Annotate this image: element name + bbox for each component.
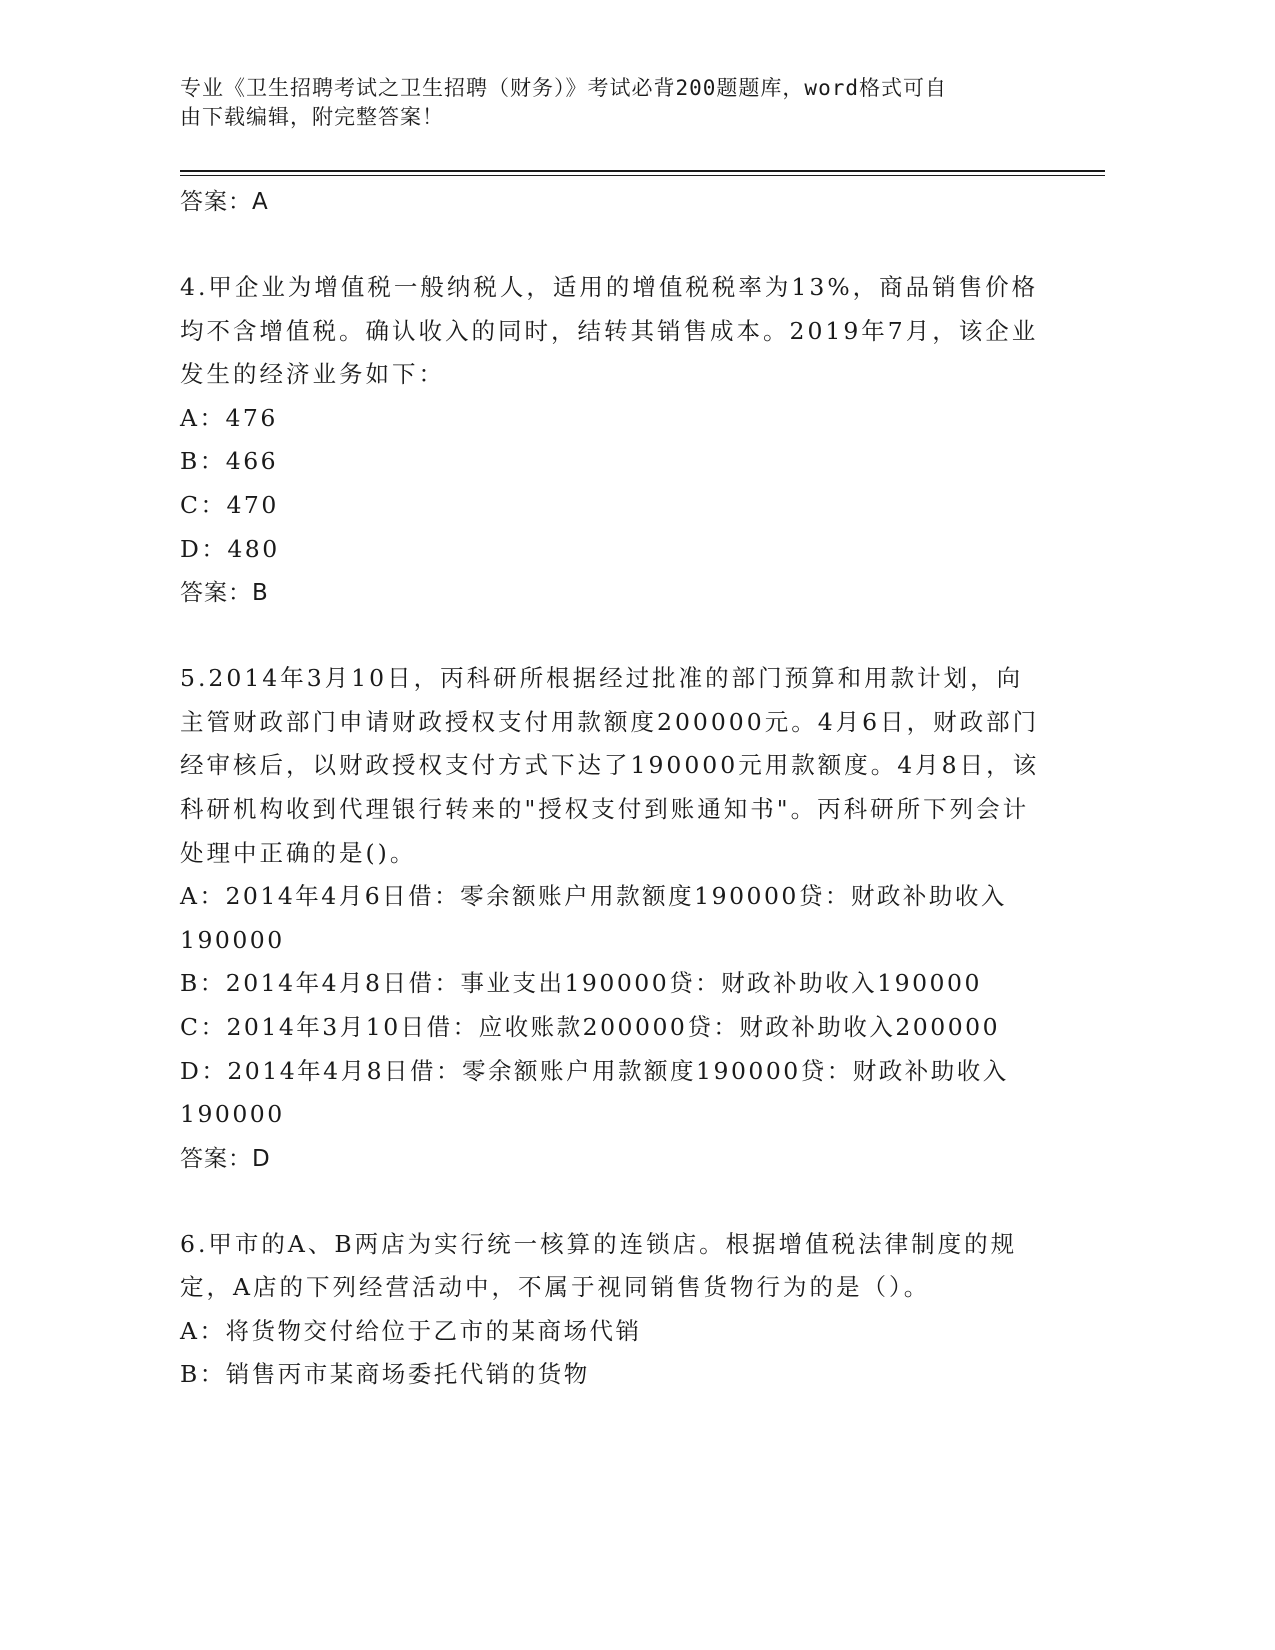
header-divider-thick [180,170,1105,172]
question-5-option-d: D：2014年4月8日借：零余额账户用款额度190000贷：财政补助收入190000 [180,1056,1009,1129]
question-list [180,180,1040,1397]
spacer [180,1181,1040,1223]
header-line-1: 专业《卫生招聘考试之卫生招聘（财务）》考试必背200题题库，word格式可自 [180,76,947,100]
question-5-option-a: A：2014年4月6日借：零余额账户用款额度190000贷：财政补助收入190000 [180,882,1007,954]
question-4-option-a: A：476 [180,403,278,432]
spacer [180,224,1040,266]
question-5 [180,657,1040,1181]
question-6-stem: 6.甲市的A、B两店为实行统一核算的连锁店。根据增值税法律制度的规定，A店的下列经营活动中，不属于视同销售货物行为的是（）。 [180,1229,1018,1302]
header-line-2: 由下载编辑，附完整答案！ [180,105,444,129]
question-5-stem: 5.2014年3月10日，丙科研所根据经过批准的部门预算和用款计划，向主管财政部门申请财政授权支付用款额度200000元。4月6日，财政部门经审核后，以财政授权支付方式下达了190000元用款额度。4月8日，该科研机构收到代理银行转来的"授权支付到账通知书"。丙科研所下列会计处理中正确的是()。 [180,664,1040,867]
question-6-option-a: A：将货物交付给位于乙市的某商场代销 [180,1316,642,1345]
question-5-answer: 答案：D [180,1145,271,1172]
question-6 [180,1223,1040,1397]
question-4 [180,266,1040,615]
spacer [180,615,1040,657]
question-6-option-b: B：销售丙市某商场委托代销的货物 [180,1360,590,1389]
question-5-option-c: C：2014年3月10日借：应收账款200000贷：财政补助收入200000 [180,1012,1001,1041]
answer-prev: 答案：A [180,189,269,215]
question-5-option-b: B：2014年4月8日借：事业支出190000贷：财政补助收入190000 [180,969,982,998]
question-4-option-b: B：466 [180,447,279,476]
header-divider-thin [180,175,1105,176]
page-header [180,74,1030,132]
document-page [180,0,1105,1650]
question-4-option-d: D：480 [180,534,280,563]
question-4-option-c: C：470 [180,490,279,519]
question-4-stem: 4.甲企业为增值税一般纳税人，适用的增值税税率为13%，商品销售价格均不含增值税。确认收入的同时，结转其销售成本。2019年7月，该企业发生的经济业务如下： [180,273,1039,389]
question-4-answer: 答案：B [180,580,269,607]
